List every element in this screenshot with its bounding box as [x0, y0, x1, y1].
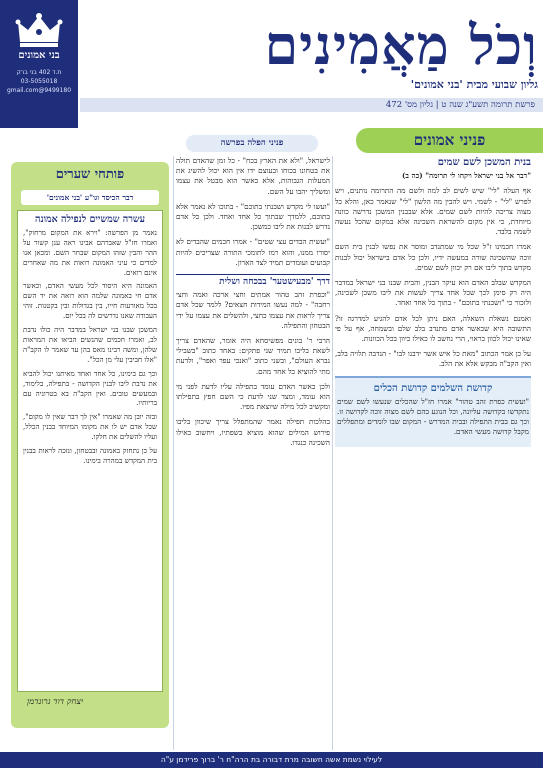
article-paragraph: ולכן כאשר האדם עומד בתפילה עליו לדעת לפני מי הוא עומד, ומצד שני לדעת כי השם חפץ בתפילתו ומקשיב לכל מילה שיוצאת מפיו.: [176, 381, 330, 412]
masthead-header: [0, 0, 543, 128]
article-paragraph: הרבי ר' בונים מפשיסחא היה אומר, שהאדם צריך לשאת בליבו תמיד שני פתקים: באחד כתוב "בשבילי נברא העולם", ובשני כתוב "ואנכי עפר ואפר", ולדעת מתי להוציא כל אחד מהם.: [176, 336, 330, 376]
article-paragraph: "ועשית הבדים עצי שטים" - אמרו חכמים שהבדים לא יסורו ממנו, והוא רמז לתומכי התורה שצריכים להיות קבועים ועומדים תמיד לצד הארון.: [176, 237, 330, 267]
article-paragraph: נאמר מן הפרשה: "וירא את המקום מרחוק", ואמרו חז"ל שאברהם אבינו ראה ענן קשור על ההר והבין שזהו המקום שבחר השם. ומכאן אנו למדים כי עיני האמונה רואות את מה שאחרים אינם רואים.: [23, 227, 157, 277]
masthead-tagline: גליון שבועי מבית 'בני אמונים': [410, 78, 538, 91]
column-divider: [173, 156, 174, 750]
logo-phone: 03-5055018: [20, 78, 58, 85]
left-column-subheading: דבר הכיסד וגו"ע 'בני אמונים': [21, 190, 159, 205]
column-divider: [332, 156, 333, 750]
left-column-article: [17, 210, 163, 692]
article-paragraph: ובזה יובן מה שאמרו "אין לך דבר שאין לו מקום", שכל אדם יש לו את מקומו המיוחד בבנין הכלל, ועליו להשלים את חלקו.: [23, 412, 157, 442]
dedication-footer: לעילוי נשמת אשה חשובה מרת דבורה בת הרה"ח ר' ברוך פרידמן ע"ה: [0, 752, 543, 768]
crown-icon: [14, 10, 64, 50]
logo-email: 9499180@gmail.com: [6, 87, 72, 94]
article-title: בנית המשכן לשם שמים: [437, 157, 531, 168]
article-paragraph: "וכפרת זהב טהור אמתים וחצי ארכה ואמה וחצי רחבה" - למה נעשו המידות חצאים? ללמד שכל אדם צריך לראות את עצמו כחצי, ולהשלים את עצמו על ידי הבטחון והתפילה.: [176, 290, 330, 330]
left-column-heading: פותחי שערים: [55, 167, 125, 182]
article-paragraph: על כן נתחזק באמונה ובבטחון, ונזכה לראות בבנין בית המקדש במהרה בימינו.: [23, 446, 157, 465]
right-column: [335, 156, 531, 748]
author-signature: יצחק דוד גרונדמן: [27, 697, 84, 707]
article-paragraph: המקדש שבלב האדם הוא עיקר הבנין, והבית שבנו בני ישראל במדבר היה רק סימן לכך שכל אחד צריך לעשות את ליבו משכן לשכינה, ולזכור כי "ושכנתי בתוכם" - בתוך כל אחד ואחד.: [335, 278, 531, 308]
article-kicker: "דבר אל בני ישראל ויקחו לי תרומה" (כה ב): [401, 171, 531, 181]
logo-panel: [0, 0, 78, 128]
article-paragraph: אף העלה "לי" שיש לשים לב למה ולשם מה התרומה נותנים, ויש לפרש "לי" - לשמי. ויש להבין מה הלשון "לי" שנאמר כאן, והלא כל מצוה צריכה להיות לשם שמים. אלא שבבנין המשכן נדרשה כוונה מיוחדת, כי אין מקום להשראת השכינה אלא במקום שהכל נעשה לשמה בלבד.: [335, 186, 531, 237]
article-paragraph: לישראל, "ולא את הארץ בכח" - כל זמן שהאדם תולה את בטחונו בכוחו ובעוצם ידו אין הוא יכול להשיג את המעלות הגבוהות, אלא כאשר הוא מבטל את עצמו ומשליך יהבו על השם.: [176, 156, 330, 196]
left-article-title: עשרה שמשיים לנפילה אמונה: [35, 214, 145, 225]
section-banner-right: פניני אמונים: [356, 128, 543, 153]
logo-address: ת.ד 402 בני ברק: [16, 69, 62, 76]
article-paragraph: וכך גם בימינו, כל אחד ואחד מאיתנו יכול להביא את נדבת ליבו לבנין הקדושה - בתפילה, בלימוד, ובמעשים טובים. ואין הקב"ה בא בטרוניה עם בריותיו.: [23, 368, 157, 408]
middle-column: [176, 156, 330, 746]
article-paragraph: האמונה היא היסוד לכל מעשי האדם, וכאשר אדם חי באמונה שלמה הוא רואה את יד השם בכל מאורעות חייו, בין בגדולות ובין בקטנות. זוהי העבודה שאנו נדרשים לה בכל יום.: [23, 281, 157, 321]
article-paragraph: בהלכות תפילה נאמר שהמתפלל צריך שיכוון בליבו פירוש המילים שהוא מוציא בשפתיו, ויחשוב כאילו השכינה כנגדו.: [176, 417, 330, 447]
quote-panel: [335, 376, 531, 447]
left-column-box: [11, 162, 169, 728]
article-paragraph: ואמנם נשאלת השאלה, האם ניתן לכל אדם להגיע למדרגה זו? התשובה היא שכאשר אדם מתנדב בלב שלם ובשמחה, אף על פי שאינו יכול לכוון כראוי, הרי נחשב לו כאילו כיוון בכל הכוונות.: [335, 313, 531, 344]
section-subtitle: דרך 'מבעישטער' בבכחה ושלית: [176, 274, 330, 287]
logo-name: בני אמונים: [18, 50, 60, 61]
article-paragraph: המשכן שבנו בני ישראל במדבר היה כולו נדבת לב, ואמרו חכמים שהנשים הביאו את המראות שלהן, ומשה רבינו מאס בהן עד שאמר לו הקב"ה "אלו חביבין עלי מן הכל".: [23, 325, 157, 364]
section-banner-middle: פניני הפלה בפרשה: [186, 135, 318, 152]
quote-paragraph: "ועשית כפרת זהב טהור" אמרו חז"ל שהכלים שנעשו לשם שמים נתקדשו בקדושה עליונה, וכל הנוגע בהם לשם מצוה זוכה לקדושה זו. וכך גם בבית התפילה ובבית המדרש - המקום שבו לומדים ומתפללים מקבל קדושה מעשי האדם.: [337, 396, 529, 437]
quote-title: קדושת השלמים קדושת הכלים: [373, 382, 493, 394]
logo-contact-info: [4, 68, 74, 95]
article-paragraph: אמרו חכמינו ז"ל שכל מי שמתנדב ומוסר את נפשו לבנין בית השם זוכה שהשכינה שורה במעשה ידיו, ולכן כל אדם בישראל יכול לבנות מקדש בתוך ליבו אם רק יכוון לשם שמים.: [335, 242, 531, 272]
issue-strip: פרשת תרומה תשע"ג שנה ט | גליון מס' 472: [80, 98, 543, 112]
masthead-title: וְכֹל מַאֲמִינִים: [264, 13, 538, 77]
article-paragraph: על כן אמר הכתוב "מאת כל איש אשר ידבנו לבו" - הנדבה תלויה בלב, ואין הקב"ה מבקש אלא את הלב.: [335, 349, 531, 369]
article-paragraph: "ועשו לי מקדש ושכנתי בתוכם" - בתוכו לא נאמר אלא בתוכם, ללמדך שבתוך כל אחד ואחד. ולכן כל אדם נדרש לבנות את ליבו כמשכן.: [176, 201, 330, 232]
